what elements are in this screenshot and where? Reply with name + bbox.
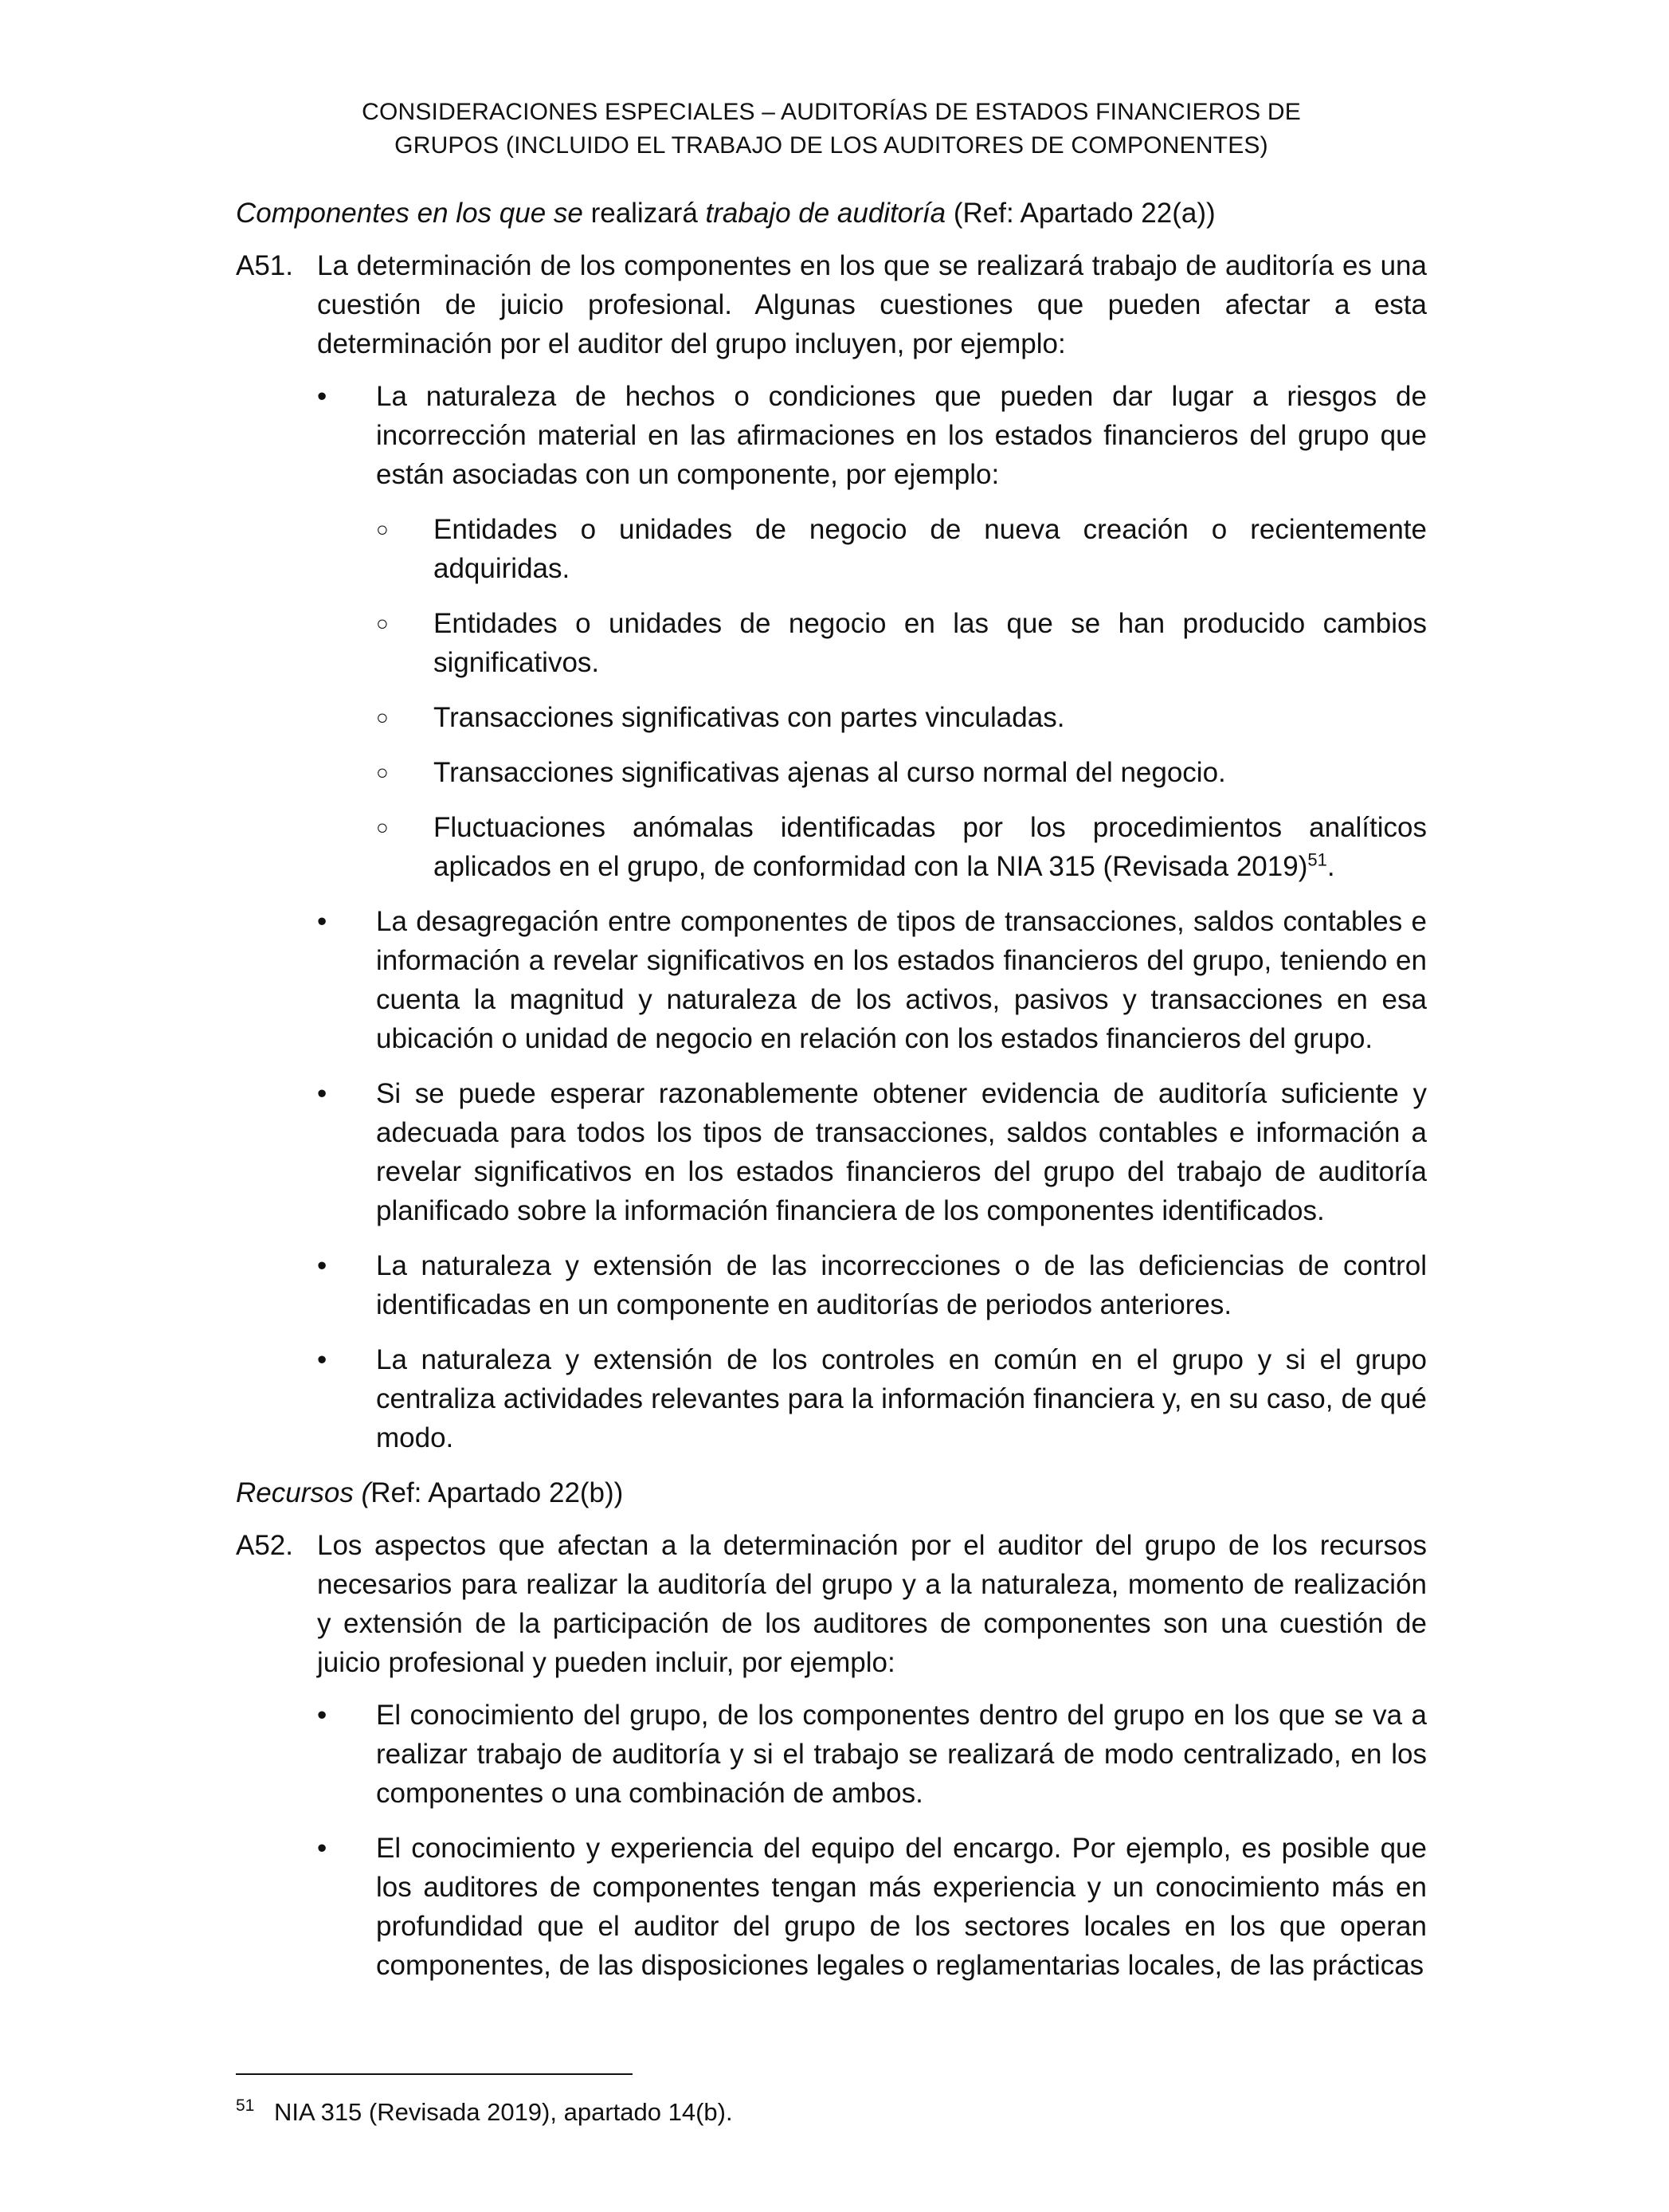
sub-list-item-text: Entidades o unidades de negocio de nueva creación o recientemente adquiridas.: [433, 514, 1427, 584]
bullet-icon: •: [317, 906, 327, 937]
heading-italic-2: trabajo de auditoría: [705, 198, 946, 229]
section-heading-componentes: [236, 194, 1427, 233]
main-content: [236, 194, 1427, 2001]
bullet-icon: •: [317, 1700, 327, 1731]
circle-bullet-icon: ○: [376, 705, 389, 729]
list-item: [236, 1829, 1427, 1985]
heading-regular-1: realizará: [582, 198, 706, 229]
list-item: [236, 1340, 1427, 1457]
heading-regular-2: (Ref: Apartado 22(a)): [946, 198, 1216, 229]
footnote-separator: [236, 2073, 633, 2075]
sub-list-item: [236, 808, 1427, 886]
footnote-reference[interactable]: 51: [1307, 849, 1327, 870]
heading-regular-1: Ref: Apartado 22(b)): [370, 1477, 624, 1508]
heading-italic-1: Recursos (: [236, 1477, 371, 1508]
sub-list-item-text: Entidades o unidades de negocio en las que se han producido cambios significativos.: [433, 608, 1427, 678]
paragraph-text: Los aspectos que afectan a la determinación por el auditor del grupo de los recursos necesarios para realizar la auditoría del grupo y a la naturaleza, momento de realización y extensión de la participación de los auditores de componentes son una cuestión de juicio profesional y pueden incluir, por ejemplo:: [317, 1530, 1427, 1678]
sub-list-item-text: Transacciones significativas ajenas al curso normal del negocio.: [433, 757, 1226, 788]
sub-list-item: [236, 698, 1427, 737]
circle-bullet-icon: ○: [376, 760, 389, 784]
paragraph-a52: [236, 1526, 1427, 1682]
header-line-2: GRUPOS (INCLUIDO EL TRABAJO DE LOS AUDITORES DE COMPONENTES): [394, 132, 1268, 159]
list-item: [236, 1696, 1427, 1813]
list-item: [236, 1074, 1427, 1230]
paragraph-number: A51.: [236, 250, 293, 281]
page-header: [236, 96, 1427, 163]
list-item-text: La naturaleza y extensión de los controles en común en el grupo y si el grupo centraliza actividades relevantes para la información financiera y, en su caso, de qué modo.: [376, 1344, 1427, 1453]
sentence-end: .: [1326, 851, 1335, 882]
header-line-1: CONSIDERACIONES ESPECIALES – AUDITORÍAS DE ESTADOS FINANCIEROS DE: [362, 99, 1301, 125]
list-item-text: El conocimiento del grupo, de los componentes dentro del grupo en los que se va a realizar trabajo de auditoría y si el trabajo se realizará de modo centralizado, en los componentes o una combinación de ambos.: [376, 1700, 1427, 1809]
paragraph-number: A52.: [236, 1530, 293, 1561]
list-item-text: Si se puede esperar razonablemente obtener evidencia de auditoría suficiente y adecuada para todos los tipos de transacciones, saldos contables e información a revelar significativos en los estados financieros del grupo del trabajo de auditoría planificado sobre la información financiera de los componentes identificados.: [376, 1078, 1427, 1226]
a52-list: [236, 1696, 1427, 1985]
list-item-text: La desagregación entre componentes de tipos de transacciones, saldos contables e información a revelar significativos en los estados financieros del grupo, teniendo en cuenta la magnitud y naturaleza de los activos, pasivos y transacciones en esa ubicación o unidad de negocio en relación con los estados financieros del grupo.: [376, 906, 1427, 1054]
paragraph-text: La determinación de los componentes en los que se realizará trabajo de auditoría es una cuestión de juicio profesional. Algunas cuestiones que pueden afectar a esta determinación por el auditor del grupo incluyen, por ejemplo:: [317, 250, 1427, 359]
bullet-icon: •: [317, 381, 327, 412]
list-item-text: La naturaleza de hechos o condiciones que pueden dar lugar a riesgos de incorrección material en las afirmaciones en los estados financieros del grupo que están asociadas con un componente, por ejemplo:: [376, 381, 1427, 490]
sub-list-item: [236, 510, 1427, 588]
paragraph-a51: [236, 246, 1427, 363]
bullet-icon: •: [317, 1833, 327, 1864]
sub-list-item-text: Transacciones significativas con partes vinculadas.: [433, 702, 1065, 733]
bullet-icon: •: [317, 1250, 327, 1281]
a51-list: [236, 377, 1427, 1457]
sub-list-item: [236, 604, 1427, 682]
list-item: [236, 377, 1427, 494]
heading-italic-1: Componentes en los que se: [236, 198, 583, 229]
circle-bullet-icon: ○: [376, 611, 389, 635]
bullet-icon: •: [317, 1344, 327, 1375]
bullet-icon: •: [317, 1078, 327, 1109]
sub-list-item: [236, 753, 1427, 792]
sub-list-item-text: Fluctuaciones anómalas identificadas por los procedimientos analíticos aplicados en el grupo, de conformidad con la NIA 315 (Revisada 2019): [433, 812, 1427, 882]
list-item: [236, 902, 1427, 1058]
footnote-text: NIA 315 (Revisada 2019), apartado 14(b).: [274, 2098, 733, 2126]
list-item-text: La naturaleza y extensión de las incorrecciones o de las deficiencias de control identificadas en un componente en auditorías de periodos anteriores.: [376, 1250, 1427, 1320]
list-item-text: El conocimiento y experiencia del equipo del encargo. Por ejemplo, es posible que los auditores de componentes tengan más experiencia y un conocimiento más en profundidad que el auditor del grupo de los sectores locales en los que operan componentes, de las disposiciones legales o reglamentarias locales, de las prácticas: [376, 1833, 1427, 1981]
circle-bullet-icon: ○: [376, 815, 389, 839]
list-item: [236, 1246, 1427, 1324]
section-heading-recursos: [236, 1473, 1427, 1512]
circle-bullet-icon: ○: [376, 517, 389, 541]
footnote-number: 51: [236, 2096, 255, 2115]
